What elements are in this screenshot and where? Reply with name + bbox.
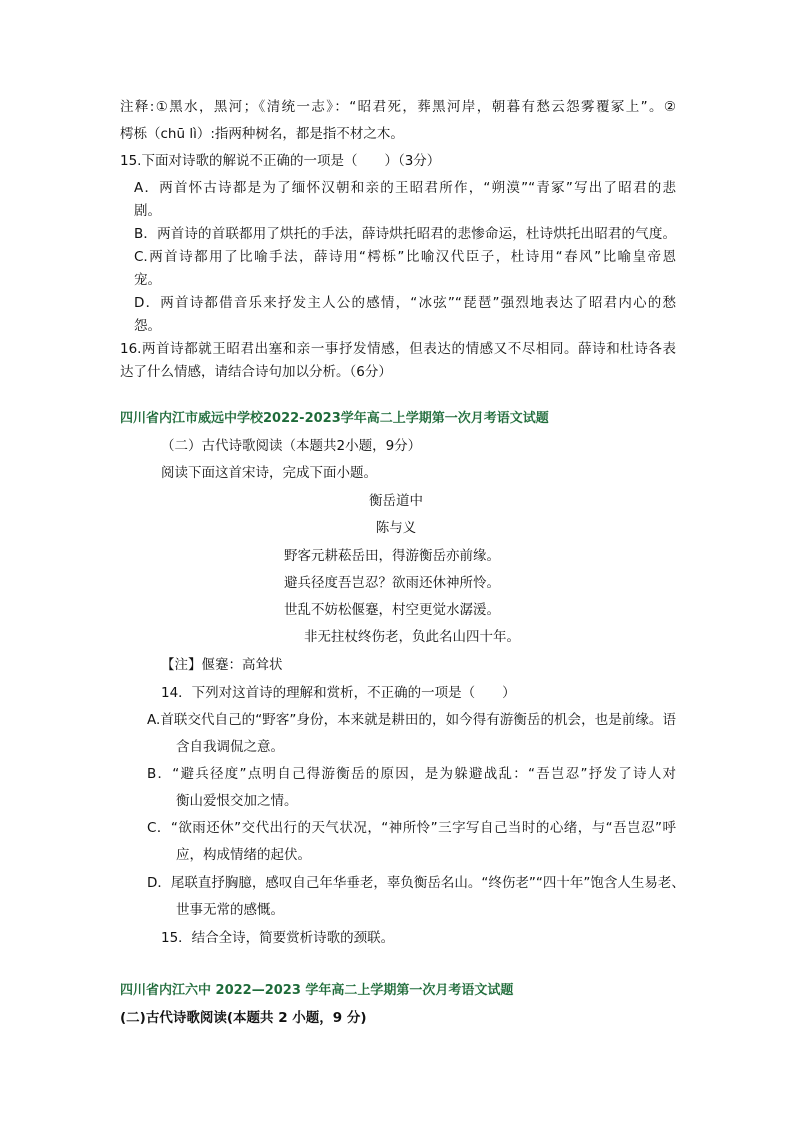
question-14-stem: 14．下列对这首诗的理解和赏析，不正确的一项是（ ） [161, 685, 516, 701]
q14-option-a-cont: 含自我调侃之意。 [176, 739, 284, 755]
poem-line-4: 非无拄杖终伤老，负此名山四十年。 [304, 629, 520, 645]
question-15-stem-section1: 15．结合全诗，简要赏析诗歌的颈联。 [161, 930, 395, 946]
poem-author: 陈与义 [375, 520, 417, 536]
section-heading-2: (二)古代诗歌阅读(本题共 2 小题，9 分) [120, 1010, 367, 1026]
q15-option-c: C.两首诗都用了比喻手法，薛诗用“樗栎”比喻汉代臣子，杜诗用“春风”比喻皇帝恩 [134, 249, 676, 265]
poem-title: 衡岳道中 [369, 493, 423, 509]
poem-line-1: 野客元耕菘岳田，得游衡岳亦前缘。 [284, 548, 500, 564]
q14-option-d-cont: 世事无常的感慨。 [176, 902, 284, 918]
q15-option-a-cont: 剧。 [134, 203, 161, 219]
poem-line-3: 世乱不妨松偃蹇，村空更觉水潺湲。 [284, 602, 500, 618]
note-line-2: 樗栎（chū lì）:指两种树名，都是指不材之木。 [120, 126, 404, 142]
source-title-1: 四川省内江市威远中学校2022-2023学年高二上学期第一次月考语文试题 [120, 411, 549, 426]
q14-option-b-cont: 衡山爱恨交加之情。 [176, 793, 298, 809]
q15-option-b: B．两首诗的首联都用了烘托的手法，薛诗烘托昭君的悲惨命运，杜诗烘托出昭君的气度。 [134, 226, 676, 242]
q15-option-d-cont: 怨。 [134, 318, 161, 334]
q14-option-b: B．“避兵径度”点明自己得游衡岳的原因，是为躲避战乱：“吾岂忍”抒发了诗人对 [147, 766, 676, 782]
q14-option-a: A.首联交代自己的“野客”身份，本来就是耕田的，如今得有游衡岳的机会，也是前缘。语 [147, 712, 676, 728]
q14-option-c-cont: 应，构成情绪的起伏。 [176, 847, 311, 863]
q14-option-d: D．尾联直抒胸臆，感叹自己年华垂老，辜负衡岳名山。“终伤老”“四十年”饱含人生易老、 [147, 875, 685, 891]
poem-line-2: 避兵径度吾岂忍？欲雨还休神所怜。 [284, 575, 500, 591]
note-line-1: 注释:①黑水，黑河；《清统一志》：“昭君死，葬黑河岸，朝暮有愁云怨雾覆冢上”。② [120, 99, 676, 115]
poem-note: 【注】偃蹇：高耸状 [161, 657, 283, 673]
source-title-2: 四川省内江六中 2022—2023 学年高二上学期第一次月考语文试题 [120, 983, 514, 998]
section-heading-1: （二）古代诗歌阅读（本题共2小题，9分） [161, 438, 422, 454]
q15-option-a: A．两首怀古诗都是为了缅怀汉朝和亲的王昭君所作，“朔漠”“青冢”写出了昭君的悲 [134, 180, 676, 196]
question-16-stem-cont: 达了什么情感，请结合诗句加以分析。（6分） [120, 364, 392, 380]
question-16-stem: 16.两首诗都就王昭君出塞和亲一事抒发情感，但表达的情感又不尽相同。薛诗和杜诗各表 [120, 341, 676, 357]
q14-option-c: C．“欲雨还休”交代出行的天气状况，“神所怜”三字写自己当时的心绪，与“吾岂忍”呼 [147, 820, 676, 836]
q15-option-d: D．两首诗都借音乐来抒发主人公的感情，“冰弦”“琵琶”强烈地表达了昭君内心的愁 [134, 295, 676, 311]
q15-option-c-cont: 宠。 [134, 272, 161, 288]
question-15-stem: 15.下面对诗歌的解说不正确的一项是（ ）（3分） [120, 153, 441, 169]
reading-instruction: 阅读下面这首宋诗，完成下面小题。 [161, 465, 377, 481]
